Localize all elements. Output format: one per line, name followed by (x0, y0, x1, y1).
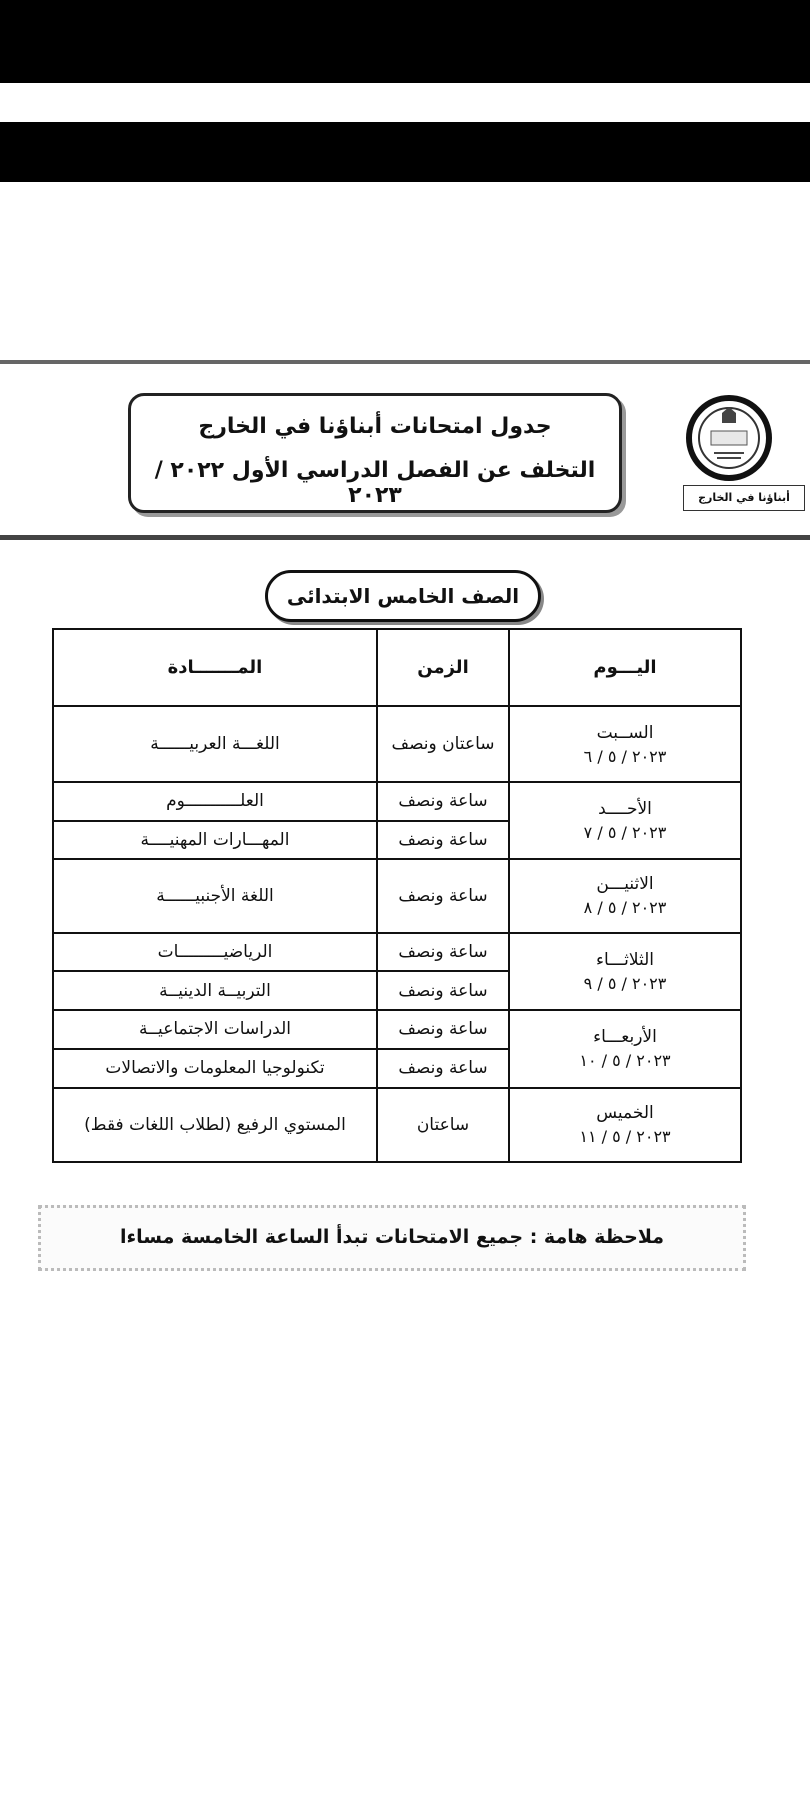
time-cell: ساعة ونصف (377, 821, 509, 860)
time-cell: ساعة ونصف (377, 859, 509, 932)
time-cell: ساعة ونصف (377, 1010, 509, 1049)
day-date: ٢٠٢٣ / ٥ / ١١ (579, 1127, 671, 1147)
top-black-bar (0, 0, 810, 83)
day-name: الأربعـــاء (593, 1027, 657, 1048)
table-row (53, 933, 741, 972)
subject-cell: الرياضيـــــــــات (53, 933, 377, 972)
note-text: جميع الامتحانات تبدأ الساعة الخامسة مساءا (119, 1226, 524, 1248)
subject-cell: الدراسات الاجتماعيــة (53, 1010, 377, 1049)
day-date: ٢٠٢٣ / ٥ / ٩ (583, 973, 667, 993)
header-bottom-rule (0, 535, 810, 540)
day-date: ٢٠٢٣ / ٥ / ١٠ (579, 1051, 671, 1071)
header-subject: المـــــــادة (53, 629, 377, 706)
day-cell (509, 933, 741, 1010)
time-cell: ساعتان ونصف (377, 706, 509, 781)
subject-cell: العلـــــــــــوم (53, 782, 377, 821)
time-cell: ساعتان (377, 1088, 509, 1162)
day-cell (509, 1088, 741, 1162)
time-cell: ساعة ونصف (377, 971, 509, 1010)
time-cell: ساعة ونصف (377, 1049, 509, 1088)
table-row (53, 859, 741, 932)
table-row (53, 1088, 741, 1162)
day-cell (509, 1010, 741, 1087)
header-day: اليـــوم (509, 629, 741, 706)
subject-cell: تكنولوجيا المعلومات والاتصالات (53, 1049, 377, 1088)
note-box (38, 1205, 746, 1271)
day-date: ٢٠٢٣ / ٥ / ٧ (583, 823, 667, 843)
table-row (53, 782, 741, 821)
grade-label: الصف الخامس الابتدائى (265, 570, 541, 622)
subject-cell: التربيــة الدينيــة (53, 971, 377, 1010)
day-name: الثلاثـــاء (595, 949, 655, 970)
subject-cell: اللغـــة العربيــــــة (53, 706, 377, 781)
note-label: ملاحظة هامة : (529, 1226, 665, 1248)
subject-cell: المستوي الرفيع (لطلاب اللغات فقط) (53, 1088, 377, 1162)
day-cell (509, 859, 741, 932)
table-header-row (53, 629, 741, 706)
ministry-logo (686, 395, 772, 481)
page-title: جدول امتحانات أبناؤنا في الخارج (198, 414, 552, 439)
page-subtitle: التخلف عن الفصل الدراسي الأول ٢٠٢٢ / ٢٠٢٣ (154, 458, 596, 508)
header-top-rule (0, 360, 810, 364)
table-row (53, 1010, 741, 1049)
note-line (41, 1226, 743, 1248)
time-cell: ساعة ونصف (377, 933, 509, 972)
day-date: ٢٠٢٣ / ٥ / ٦ (583, 746, 667, 766)
second-black-bar (0, 122, 810, 182)
header-time: الزمن (377, 629, 509, 706)
day-name: الخميس (596, 1103, 654, 1124)
subject-cell: المهـــارات المهنيــــة (53, 821, 377, 860)
title-box (128, 393, 622, 513)
day-name: الأحــــد (598, 799, 652, 820)
subject-cell: اللغة الأجنبيــــــة (53, 859, 377, 932)
day-name: الســبت (596, 722, 654, 743)
day-name: الاثنيـــن (596, 874, 654, 895)
logo-caption: أبناؤنا في الخارج (683, 485, 805, 511)
exam-schedule-table (52, 628, 742, 1163)
day-cell (509, 706, 741, 781)
table-row (53, 706, 741, 781)
day-date: ٢٠٢٣ / ٥ / ٨ (583, 898, 667, 918)
day-cell (509, 782, 741, 859)
time-cell: ساعة ونصف (377, 782, 509, 821)
